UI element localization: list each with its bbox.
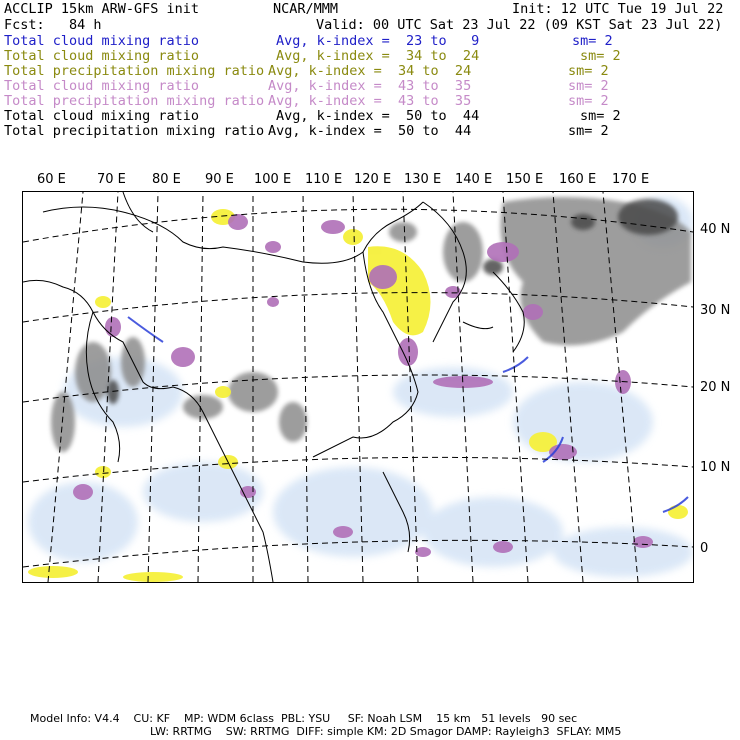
field-smoothing: sm= 2 [568,93,609,109]
valid-time: Valid: 00 UTC Sat 23 Jul 22 (09 KST Sat 23 Jul 22) [316,17,723,33]
lon-label: 130 E [404,172,442,187]
field-smoothing: sm= 2 [572,33,613,49]
lon-label: 140 E [455,172,493,187]
institution-label: NCAR/MMM [273,1,339,17]
field-avg-range: Avg, k-index = 34 to 24 [276,48,480,64]
lat-label: 30 N [700,303,731,318]
lon-label: 90 E [205,172,234,187]
field-avg-range: Avg, k-index = 50 to 44 [276,108,480,124]
field-avg-range: Avg, k-index = 23 to 9 [276,33,480,49]
field-name: Total precipitation mixing ratio [4,63,265,79]
lon-label: 110 E [305,172,343,187]
map-panel [22,191,694,583]
init-time: Init: 12 UTC Tue 19 Jul 22 [512,1,724,17]
field-name: Total cloud mixing ratio [4,33,200,49]
lon-label: 100 E [254,172,292,187]
field-name: Total cloud mixing ratio [4,48,200,64]
field-smoothing: sm= 2 [568,78,609,94]
field-smoothing: sm= 2 [580,48,621,64]
lon-label: 70 E [97,172,126,187]
field-avg-range: Avg, k-index = 43 to 35 [268,93,472,109]
field-smoothing: sm= 2 [568,123,609,139]
model-info-line1: Model Info: V4.4 CU: KF MP: WDM 6class PBL: YSU SF: Noah LSM 15 km 51 levels 90 sec [30,712,578,725]
field-avg-range: Avg, k-index = 43 to 35 [268,78,472,94]
map-svg [23,192,693,582]
field-name: Total precipitation mixing ratio [4,93,265,109]
field-avg-range: Avg, k-index = 50 to 44 [268,123,472,139]
field-smoothing: sm= 2 [568,63,609,79]
lat-label: 0 [700,541,709,556]
model-info-line2: LW: RRTMG SW: RRTMG DIFF: simple KM: 2D Smagor DAMP: Rayleigh3 SFLAY: MM5 [150,725,622,738]
lat-label: 20 N [700,380,731,395]
lon-label: 60 E [37,172,66,187]
field-name: Total cloud mixing ratio [4,108,200,124]
lon-label: 120 E [354,172,392,187]
field-smoothing: sm= 2 [580,108,621,124]
lat-label: 40 N [700,222,731,237]
lon-label: 170 E [612,172,650,187]
forecast-hour: Fcst: 84 h [4,17,102,33]
field-name: Total precipitation mixing ratio [4,123,265,139]
model-title: ACCLIP 15km ARW-GFS init [4,1,200,17]
field-avg-range: Avg, k-index = 34 to 24 [268,63,472,79]
lat-label: 10 N [700,460,731,475]
field-name: Total cloud mixing ratio [4,78,200,94]
lon-label: 80 E [152,172,181,187]
lon-label: 160 E [559,172,597,187]
lon-label: 150 E [506,172,544,187]
